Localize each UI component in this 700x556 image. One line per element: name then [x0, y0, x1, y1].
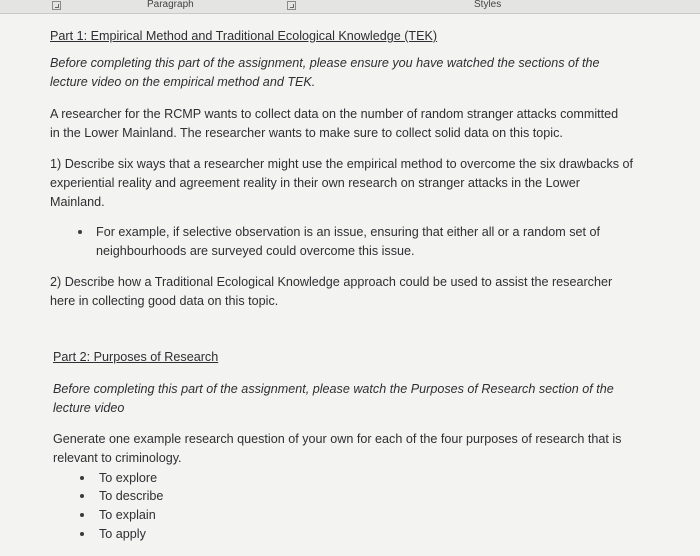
scenario-line2: in the Lower Mainland. The researcher wants to make sure to collect solid data on this topic. [50, 126, 563, 140]
scenario-line1: A researcher for the RCMP wants to collect data on the number of random stranger attacks committed [50, 107, 619, 121]
document-page[interactable] [0, 14, 700, 556]
bullet-icon [80, 532, 84, 536]
part2-instruction-line1: Before completing this part of the assignment, please watch the Purposes of Research section of the [53, 382, 614, 396]
styles-group-label: Styles [474, 0, 502, 10]
bullet-icon [80, 476, 84, 480]
example-line2: neighbourhoods are surveyed could overcome this issue. [96, 244, 415, 258]
paragraph-dialog-launcher-icon[interactable] [287, 1, 296, 10]
word-ribbon [0, 0, 700, 14]
bullet-icon [80, 513, 84, 517]
part1-instruction-line1: Before completing this part of the assignment, please ensure you have watched the sections of the [50, 56, 600, 70]
question2-line2: here in collecting good data on this topic. [50, 294, 279, 308]
purpose-item: To explain [99, 508, 156, 522]
part2-prompt-line2: relevant to criminology. [53, 451, 182, 465]
question1-line1: 1) Describe six ways that a researcher might use the empirical method to overcome the six drawbacks of [50, 157, 634, 171]
part2-heading: Part 2: Purposes of Research [53, 350, 219, 364]
example-line1: For example, if selective observation is an issue, ensuring that either all or a random set of [96, 225, 601, 239]
part1-instruction-line2: lecture video on the empirical method and TEK. [50, 75, 316, 89]
purpose-item: To apply [99, 527, 146, 541]
purpose-item: To describe [99, 489, 164, 503]
bullet-icon [80, 494, 84, 498]
question2-line1: 2) Describe how a Traditional Ecological Knowledge approach could be used to assist the researcher [50, 275, 613, 289]
part2-prompt-line1: Generate one example research question of your own for each of the four purposes of research that is [53, 432, 622, 446]
question1-line2: experiential reality and agreement reality in their own research on stranger attacks in the Lower [50, 176, 580, 190]
bullet-icon [78, 230, 82, 234]
dialog-launcher-icon[interactable] [52, 1, 61, 10]
purpose-item: To explore [99, 471, 158, 485]
part1-heading: Part 1: Empirical Method and Traditional Ecological Knowledge (TEK) [50, 29, 438, 43]
question1-line3: Mainland. [50, 195, 105, 209]
part2-instruction-line2: lecture video [53, 401, 125, 415]
paragraph-group-label: Paragraph [147, 0, 194, 10]
